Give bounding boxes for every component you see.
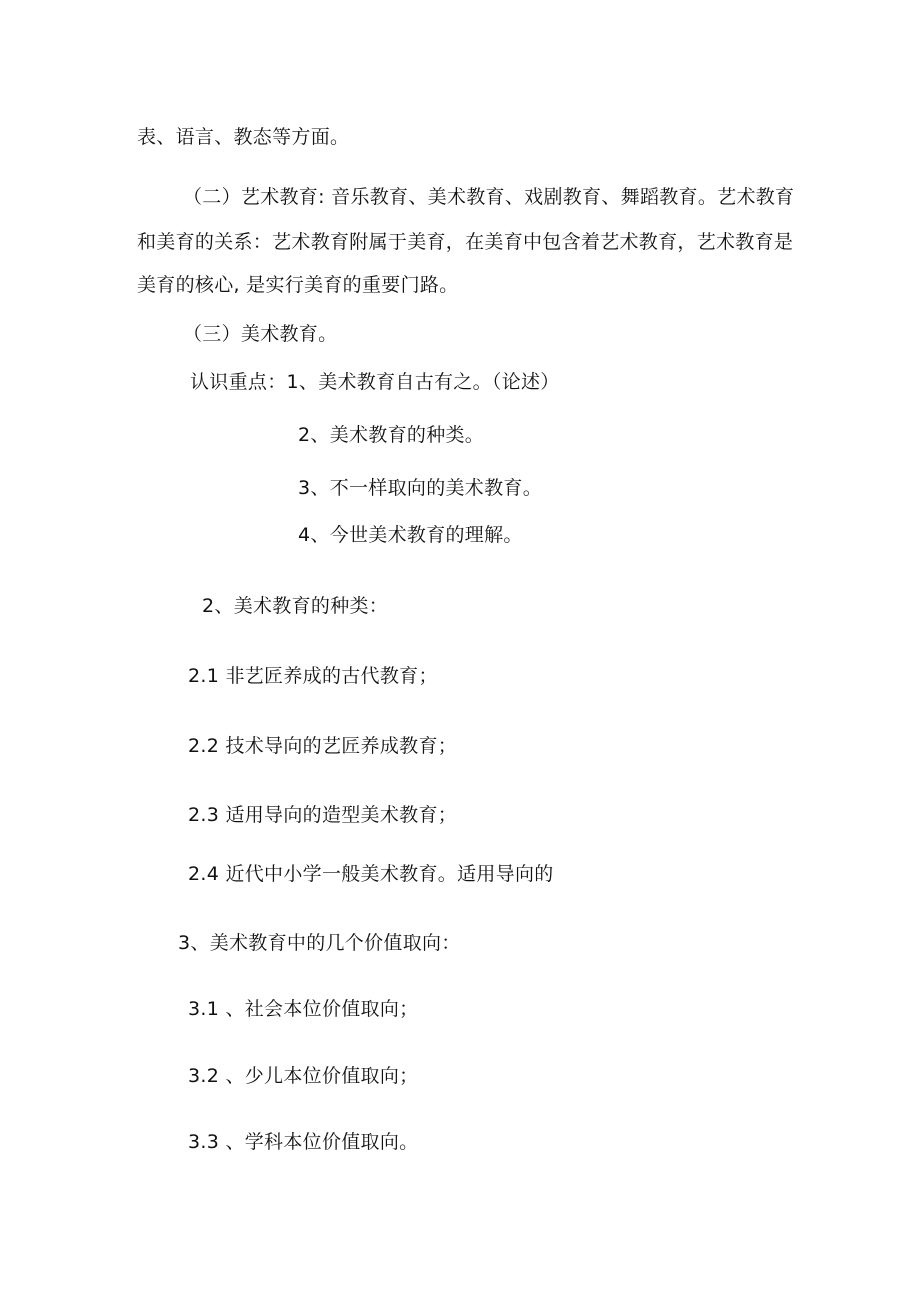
text-line: 和美育的关系：艺术教育附属于美育，在美育中包含着艺术教育，艺术教育是: [137, 231, 794, 253]
text-line: 4、今世美术教育的理解。: [298, 524, 523, 546]
list-item: 3.3 、学科本位价值取向。: [188, 1131, 419, 1153]
list-item: 2.1 非艺匠养成的古代教育；: [188, 665, 438, 687]
list-item: 2.2 技术导向的艺匠养成教育；: [188, 735, 458, 757]
list-item: 2.4 近代中小学一般美术教育。适用导向的: [188, 863, 554, 885]
list-item: 3.2 、少儿本位价值取向；: [188, 1065, 419, 1087]
text-line: 表、语言、教态等方面。: [137, 126, 350, 148]
list-item: 3.1 、社会本位价值取向；: [188, 998, 419, 1020]
text-line: 认识重点：1、美术教育自古有之。（论述）: [190, 371, 560, 393]
text-line: 2、美术教育的种类。: [298, 424, 485, 446]
section-heading: 3、美术教育中的几个价值取向：: [178, 932, 461, 954]
text-line: 美育的核心, 是实行美育的重要门路。: [137, 274, 459, 296]
text-line: （二）艺术教育: 音乐教育、美术教育、戏剧教育、舞蹈教育。艺术教育: [183, 186, 795, 208]
list-item: 2.3 适用导向的造型美术教育；: [188, 804, 458, 826]
section-heading: 2、美术教育的种类：: [202, 595, 389, 617]
text-line: 3、不一样取向的美术教育。: [298, 477, 542, 499]
text-line: （三）美术教育。: [183, 323, 338, 345]
